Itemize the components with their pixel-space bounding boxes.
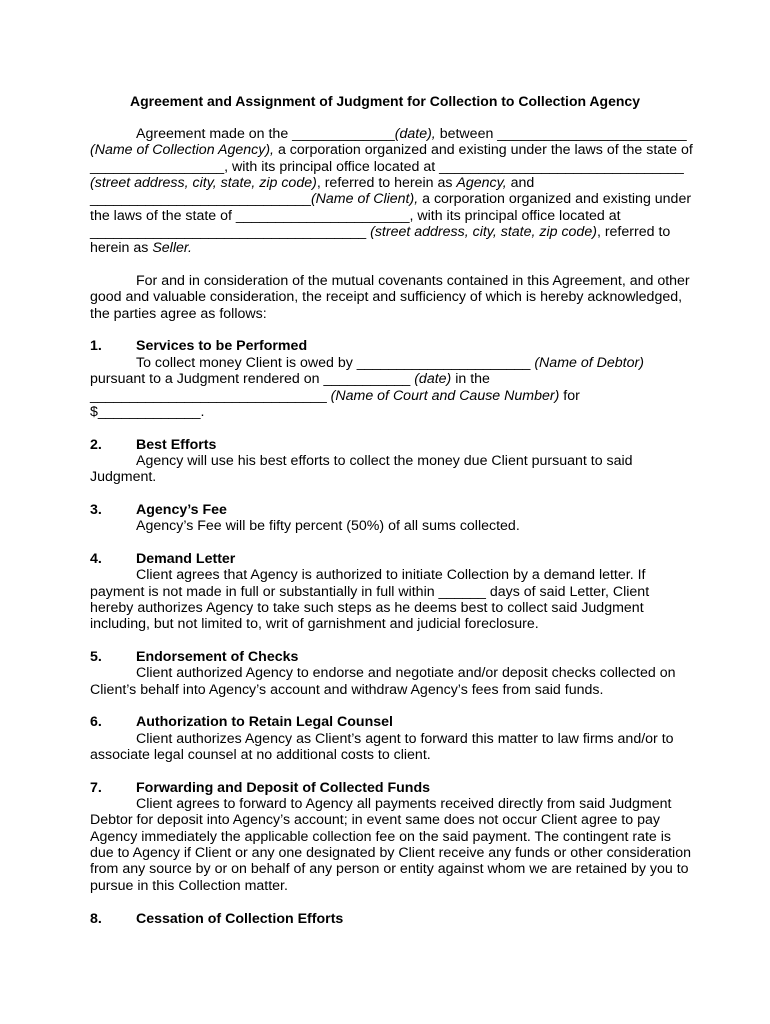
section-heading [90, 338, 690, 354]
text-line [90, 126, 690, 142]
text-line [90, 371, 690, 387]
text-line [90, 861, 690, 877]
section-title: Forwarding and Deposit of Collected Funds [136, 779, 431, 796]
section-number: 7. [90, 779, 102, 796]
text-segment: Agency immediately the applicable collection fee on the said payment. The contingent rate is [90, 828, 671, 845]
text-segment: To collect money Client is owed by ______________________ [136, 354, 535, 371]
text-line [90, 191, 690, 207]
placeholder-label: Agency, [456, 175, 507, 192]
text-line [90, 240, 690, 256]
section-heading [90, 502, 690, 518]
text-line [90, 665, 690, 681]
section-heading [90, 714, 690, 730]
text-line [90, 208, 690, 224]
blank-line [90, 486, 690, 502]
text-line [90, 273, 690, 289]
text-segment: including, but not limited to, writ of garnishment and judicial foreclosure. [90, 616, 539, 633]
text-line [90, 355, 690, 371]
text-line [90, 731, 690, 747]
section-title: Endorsement of Checks [136, 649, 299, 665]
placeholder-label: (date) [414, 371, 452, 388]
text-segment: pursue in this Collection matter. [90, 877, 288, 894]
section-heading [90, 911, 690, 927]
text-line [90, 829, 690, 845]
blank-line [90, 257, 690, 273]
section-title: Demand Letter [136, 550, 236, 567]
text-segment: Agency will use his best efforts to collect the money due Client pursuant to said [136, 452, 633, 469]
text-segment: ____________________________ [90, 191, 311, 208]
blank-line [90, 633, 690, 649]
text-segment: due to Agency if Client or any one designated by Client receive any funds or other consideration [90, 845, 691, 862]
text-line [90, 175, 690, 191]
section-number: 4. [90, 550, 102, 567]
blank-line [90, 763, 690, 779]
placeholder-label: (street address, city, state, zip code) [370, 224, 597, 241]
section-number: 1. [90, 338, 102, 355]
section-number: 5. [90, 649, 102, 665]
text-segment: good and valuable consideration, the receipt and sufficiency of which is hereby acknowledged, [90, 289, 683, 306]
placeholder-label: (Name of Debtor) [534, 354, 644, 371]
document-body [90, 126, 693, 927]
text-line [90, 567, 690, 583]
text-segment: Client agrees that Agency is authorized to initiate Collection by a demand letter. If [136, 567, 646, 584]
placeholder-label: (date), [394, 126, 436, 142]
section-title: Authorization to Retain Legal Counsel [136, 714, 393, 731]
section-number: 8. [90, 910, 102, 927]
text-segment: Client’s behalf into Agency’s account and withdraw Agency’s fees from said funds. [90, 681, 604, 698]
text-line [90, 796, 690, 812]
text-line [90, 812, 690, 828]
placeholder-label: (street address, city, state, zip code) [90, 175, 317, 192]
text-segment: Debtor for deposit into Agency’s account; in event same does not occur Client agree to pay [90, 812, 660, 829]
text-line [90, 682, 690, 698]
section-number: 3. [90, 501, 102, 518]
section-number: 6. [90, 714, 102, 731]
blank-line [90, 894, 690, 910]
section-title: Agency’s Fee [136, 501, 227, 518]
section-number: 2. [90, 436, 102, 453]
text-line [90, 388, 690, 404]
section-title: Cessation of Collection Efforts [136, 910, 344, 927]
text-line [90, 616, 690, 632]
text-line [90, 159, 690, 175]
blank-line [90, 535, 690, 551]
text-segment: and [506, 175, 535, 192]
blank-line [90, 698, 690, 714]
text-line [90, 289, 690, 305]
section-heading [90, 780, 690, 796]
text-segment: , referred to [596, 224, 671, 241]
text-line [90, 469, 690, 485]
document-title: Agreement and Assignment of Judgment for Collection to Collection Agency [129, 93, 640, 109]
blank-line [90, 420, 690, 436]
text-line [90, 747, 690, 763]
placeholder-label: (Name of Client), [310, 191, 419, 208]
section-heading [90, 551, 690, 567]
text-segment: Client authorized Agency to endorse and negotiate and/or deposit checks collected on [136, 665, 676, 682]
text-segment: ___________________________________ [90, 224, 371, 241]
blank-line [90, 322, 690, 338]
text-segment: from any source by or on behalf of any person or entity against whom we are retained by you to [90, 861, 689, 878]
placeholder-label: (Name of Collection Agency), [90, 142, 274, 159]
text-segment: Client authorizes Agency as Client’s agent to forward this matter to law firms and/or to [136, 730, 674, 747]
text-segment: , referred to herein as [316, 175, 457, 192]
text-line [90, 306, 690, 322]
text-segment: For and in consideration of the mutual covenants contained in this Agreement, and other [136, 273, 690, 290]
text-line [90, 518, 690, 534]
text-segment: payment is not made in full or substantially in full within ______ days of said Letter, Client [90, 583, 650, 600]
text-line [90, 878, 690, 894]
text-line [90, 404, 690, 420]
text-line [90, 845, 690, 861]
text-segment: ______________________________ [90, 387, 331, 404]
section-heading [90, 649, 690, 665]
text-line [90, 453, 690, 469]
section-title: Best Efforts [136, 436, 217, 453]
text-line [90, 224, 690, 240]
text-segment: the laws of the state of ______________________, with its principal office located at [90, 207, 621, 224]
text-segment: associate legal counsel at no additional costs to client. [90, 747, 431, 764]
text-segment: Judgment. [90, 469, 157, 486]
text-segment: $_____________. [90, 403, 205, 420]
text-line [90, 600, 690, 616]
text-segment: Client agrees to forward to Agency all payments received directly from said Judgment [136, 796, 672, 813]
text-segment: a corporation organized and existing under [418, 191, 692, 208]
placeholder-label: Seller. [152, 240, 192, 257]
text-segment: herein as [90, 240, 153, 257]
text-segment: hereby authorizes Agency to take such steps as he deems best to collect said Judgment [90, 599, 644, 616]
text-segment: for [559, 387, 580, 404]
text-segment: in the [451, 371, 490, 388]
text-segment: Agency’s Fee will be fifty percent (50%) of all sums collected. [136, 518, 520, 535]
text-segment: a corporation organized and existing under the laws of the state of [274, 142, 693, 159]
text-segment: the parties agree as follows: [90, 305, 267, 322]
placeholder-label: (Name of Court and Cause Number) [330, 387, 560, 404]
text-segment: pursuant to a Judgment rendered on ___________ [90, 371, 415, 388]
text-line [90, 584, 690, 600]
section-heading [90, 437, 690, 453]
text-segment: Agreement made on the _____________ [136, 126, 395, 142]
text-segment: _________________, with its principal office located at _______________________________ [90, 158, 684, 175]
text-line [90, 142, 693, 159]
text-segment: between ________________________ [435, 126, 687, 142]
section-title: Services to be Performed [136, 338, 308, 355]
